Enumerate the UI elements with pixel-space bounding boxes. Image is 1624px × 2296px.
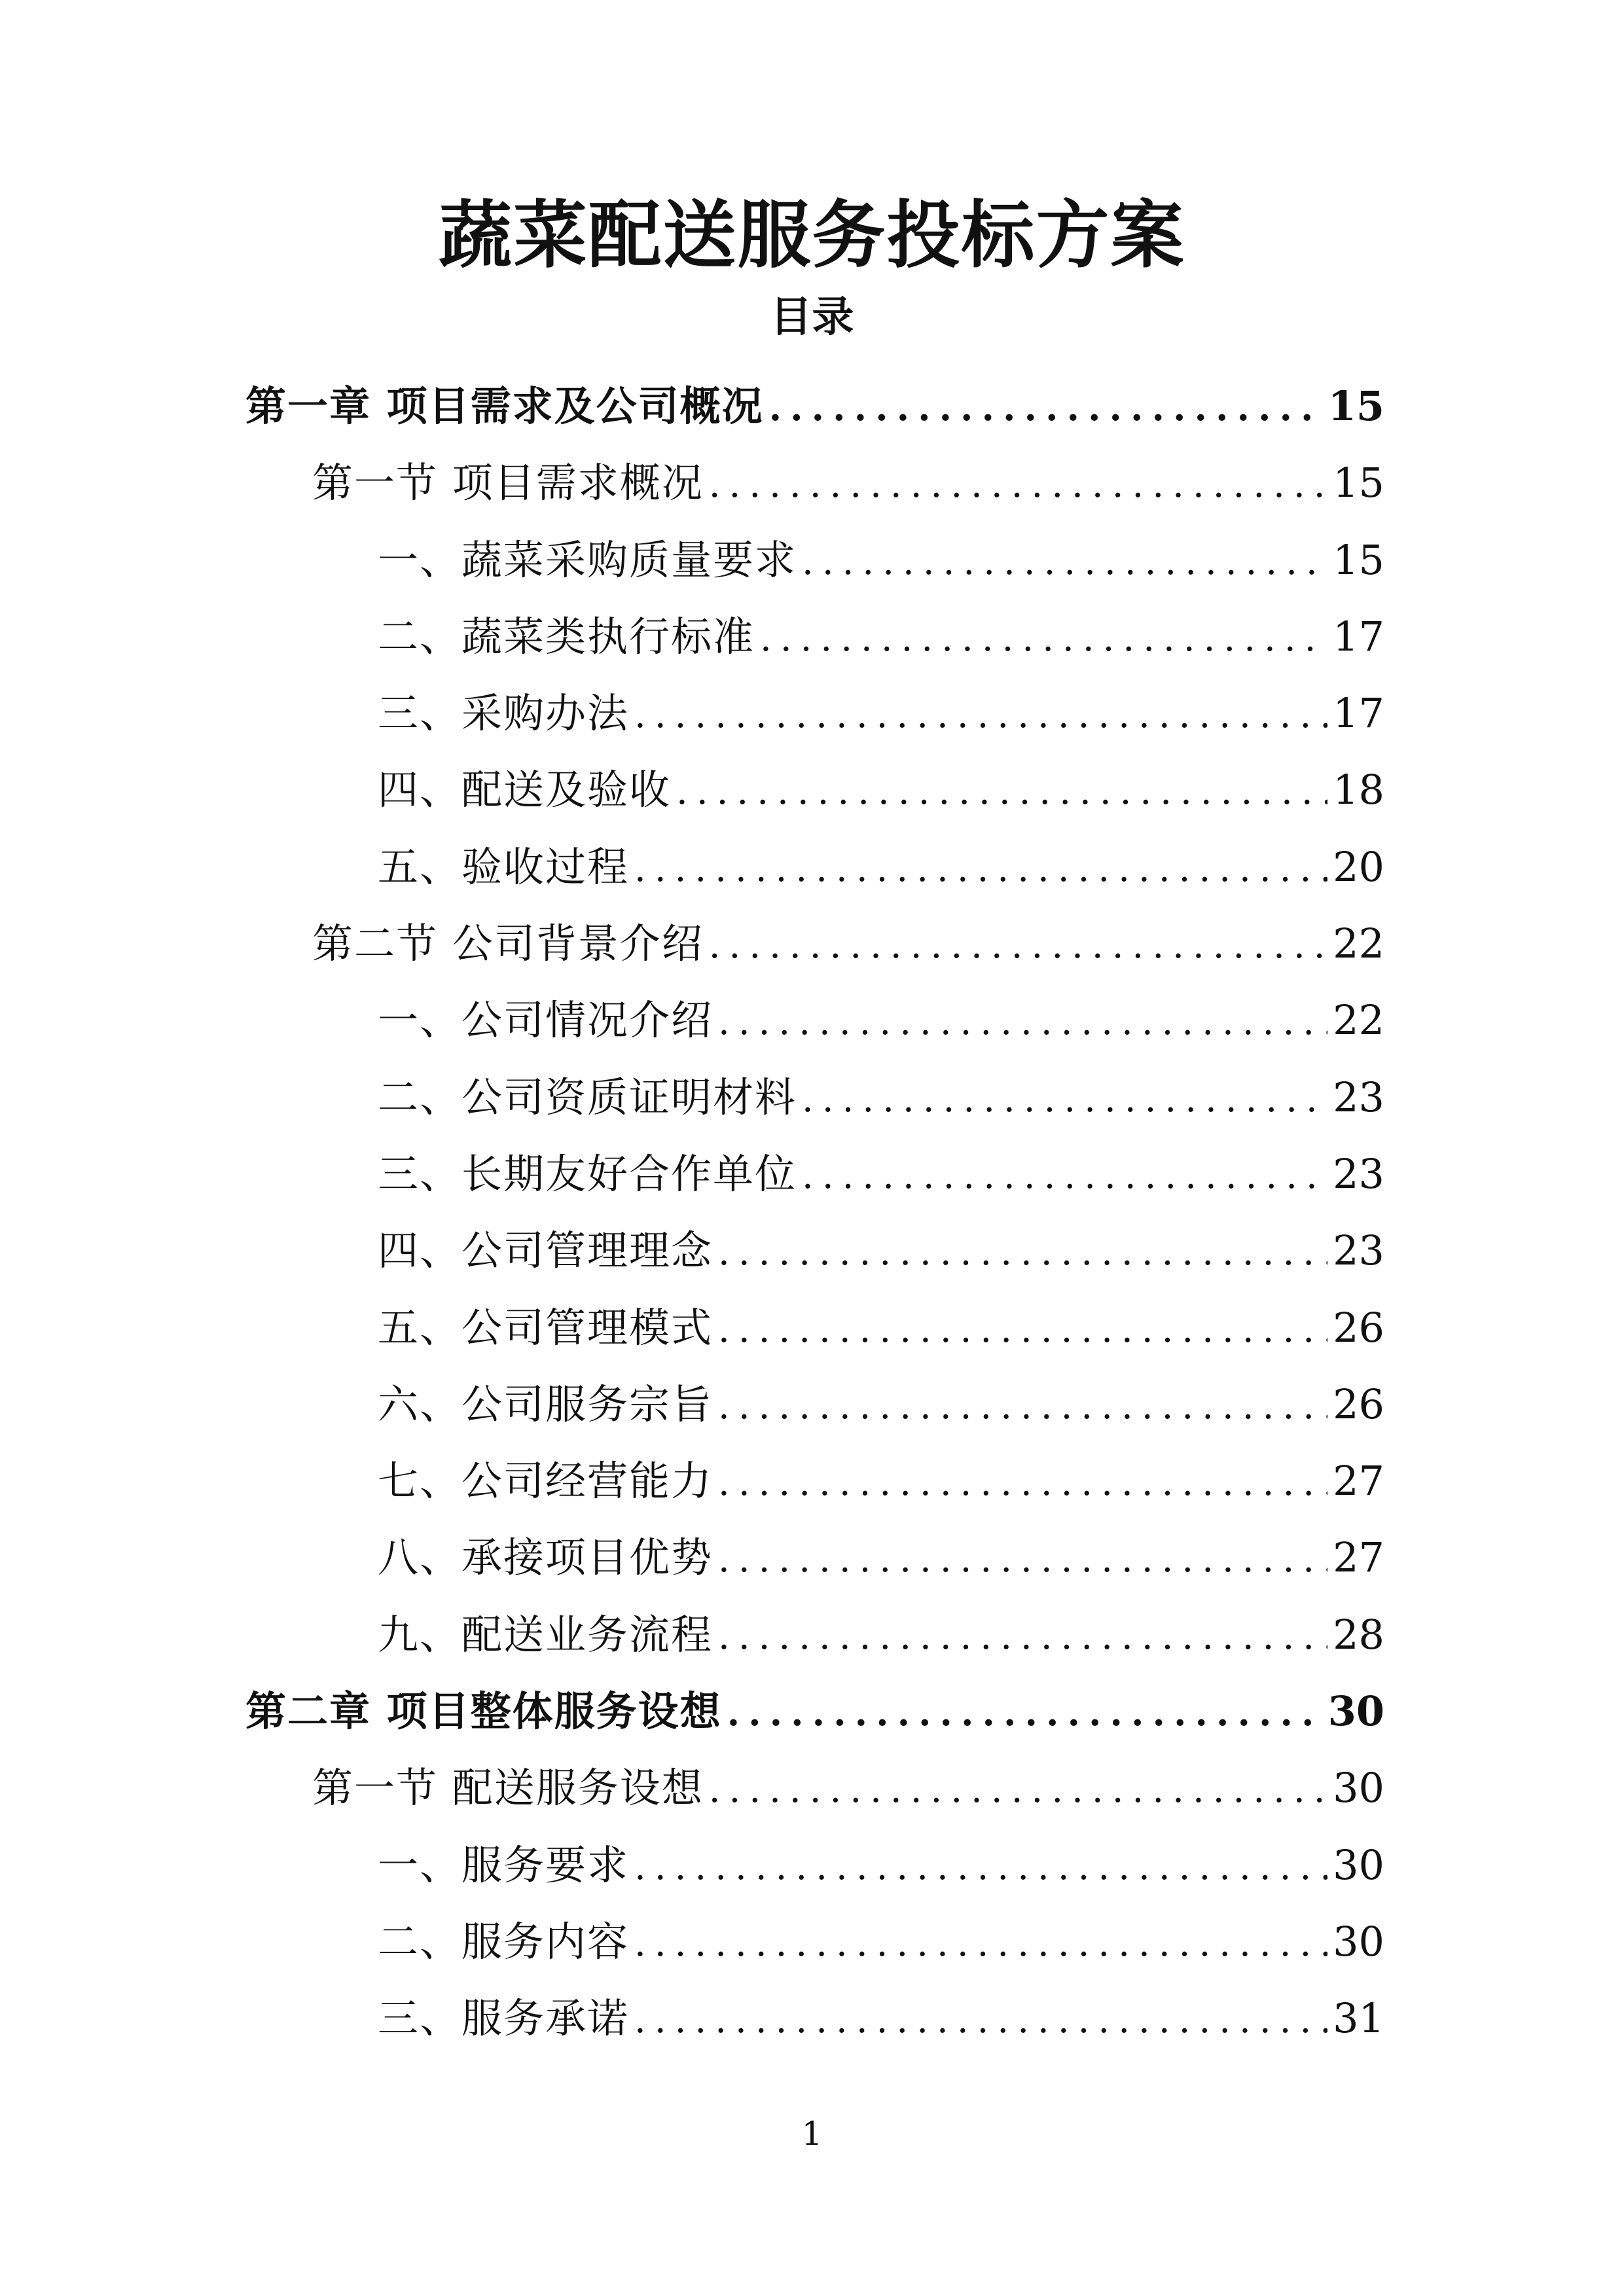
toc-entry-item[interactable] [245, 1596, 1384, 1673]
toc-entry-chapter[interactable] [245, 1673, 1384, 1749]
toc-dot-leader [676, 753, 1327, 830]
toc-dot-leader [718, 1598, 1327, 1675]
toc-entry-label: 四、配送及验收 [378, 766, 672, 814]
toc-entry-label: 一、服务要求 [378, 1840, 630, 1889]
toc-entry-page: 30 [1333, 1840, 1384, 1889]
toc-dot-leader [709, 446, 1327, 523]
toc-dot-leader [802, 1138, 1327, 1214]
toc-entry-item[interactable] [245, 1827, 1384, 1903]
toc-entry-page: 30 [1327, 1687, 1384, 1736]
toc-entry-page: 31 [1333, 1994, 1384, 2043]
toc-entry-label: 第二章 项目整体服务设想 [245, 1687, 722, 1736]
toc-entry-item[interactable] [245, 829, 1384, 905]
toc-entry-label: 三、服务承诺 [378, 1994, 630, 2043]
toc-entry-item[interactable] [245, 1059, 1384, 1136]
toc-entry-label: 八、承接项目优势 [378, 1534, 713, 1582]
toc-entry-page: 23 [1333, 1227, 1384, 1275]
table-of-contents [245, 368, 1384, 2057]
toc-entry-page: 17 [1333, 612, 1384, 660]
toc-entry-item[interactable] [245, 1519, 1384, 1596]
page-number: 1 [801, 2115, 823, 2153]
toc-dot-leader [634, 1829, 1327, 1905]
toc-entry-page: 23 [1333, 1073, 1384, 1121]
toc-entry-item[interactable] [245, 1443, 1384, 1519]
toc-dot-leader [718, 1368, 1327, 1444]
toc-dot-leader [718, 984, 1327, 1060]
toc-dot-leader [634, 1905, 1327, 1982]
toc-dot-leader [718, 1521, 1327, 1598]
toc-heading: 目录 [770, 293, 854, 342]
toc-entry-page: 23 [1333, 1149, 1384, 1198]
toc-entry-label: 第一章 项目需求及公司概况 [245, 382, 764, 430]
toc-entry-page: 17 [1333, 689, 1384, 738]
toc-entry-item[interactable] [245, 1903, 1384, 1980]
toc-entry-label: 三、长期友好合作单位 [378, 1149, 797, 1198]
toc-entry-label: 第一节 项目需求概况 [312, 459, 704, 507]
toc-entry-page: 26 [1333, 1303, 1384, 1352]
toc-entry-label: 四、公司管理理念 [378, 1227, 713, 1275]
toc-entry-item[interactable] [245, 751, 1384, 828]
toc-entry-section[interactable] [245, 1749, 1384, 1826]
toc-entry-section[interactable] [245, 905, 1384, 982]
toc-entry-section[interactable] [245, 444, 1384, 521]
toc-entry-page: 27 [1333, 1534, 1384, 1582]
toc-entry-page: 15 [1333, 535, 1384, 584]
toc-dot-leader [634, 831, 1327, 907]
toc-entry-item[interactable] [245, 1136, 1384, 1212]
toc-dot-leader [634, 1982, 1327, 2058]
toc-entry-page: 28 [1333, 1610, 1384, 1659]
toc-entry-label: 二、公司资质证明材料 [378, 1073, 797, 1121]
toc-entry-label: 三、采购办法 [378, 689, 630, 738]
toc-entry-label: 二、蔬菜类执行标准 [378, 612, 755, 660]
toc-entry-page: 27 [1333, 1457, 1384, 1505]
toc-entry-label: 五、公司管理模式 [378, 1303, 713, 1352]
toc-dot-leader [727, 1675, 1323, 1751]
toc-entry-item[interactable] [245, 522, 1384, 598]
toc-dot-leader [709, 1751, 1327, 1828]
toc-entry-item[interactable] [245, 982, 1384, 1058]
toc-entry-label: 第一节 配送服务设想 [312, 1764, 704, 1812]
toc-entry-page: 26 [1333, 1380, 1384, 1428]
toc-dot-leader [718, 1214, 1327, 1291]
toc-entry-label: 五、验收过程 [378, 842, 630, 891]
toc-dot-leader [718, 1291, 1327, 1368]
toc-entry-label: 二、服务内容 [378, 1917, 630, 1965]
toc-entry-page: 15 [1327, 382, 1384, 430]
toc-entry-item[interactable] [245, 1366, 1384, 1443]
toc-entry-item[interactable] [245, 598, 1384, 675]
toc-entry-label: 一、蔬菜采购质量要求 [378, 535, 797, 584]
toc-dot-leader [769, 370, 1323, 446]
toc-entry-label: 一、公司情况介绍 [378, 996, 713, 1045]
toc-dot-leader [718, 1444, 1327, 1521]
toc-dot-leader [634, 677, 1327, 753]
toc-entry-chapter[interactable] [245, 368, 1384, 444]
toc-dot-leader [802, 1061, 1327, 1138]
toc-entry-item[interactable] [245, 675, 1384, 751]
toc-entry-page: 20 [1333, 842, 1384, 891]
document-title: 蔬菜配送服务投标方案 [439, 192, 1185, 278]
toc-entry-page: 22 [1333, 996, 1384, 1045]
toc-entry-label: 第二节 公司背景介绍 [312, 920, 704, 968]
toc-entry-item[interactable] [245, 1212, 1384, 1289]
toc-entry-label: 九、配送业务流程 [378, 1610, 713, 1659]
toc-entry-page: 22 [1333, 920, 1384, 968]
toc-entry-label: 七、公司经营能力 [378, 1457, 713, 1505]
toc-entry-page: 18 [1333, 766, 1384, 814]
toc-entry-item[interactable] [245, 1980, 1384, 2056]
toc-entry-label: 六、公司服务宗旨 [378, 1380, 713, 1428]
toc-entry-item[interactable] [245, 1289, 1384, 1366]
toc-dot-leader [709, 907, 1327, 984]
toc-entry-page: 15 [1333, 459, 1384, 507]
toc-entry-page: 30 [1333, 1917, 1384, 1965]
toc-dot-leader [802, 524, 1327, 600]
toc-dot-leader [760, 600, 1327, 677]
toc-entry-page: 30 [1333, 1764, 1384, 1812]
